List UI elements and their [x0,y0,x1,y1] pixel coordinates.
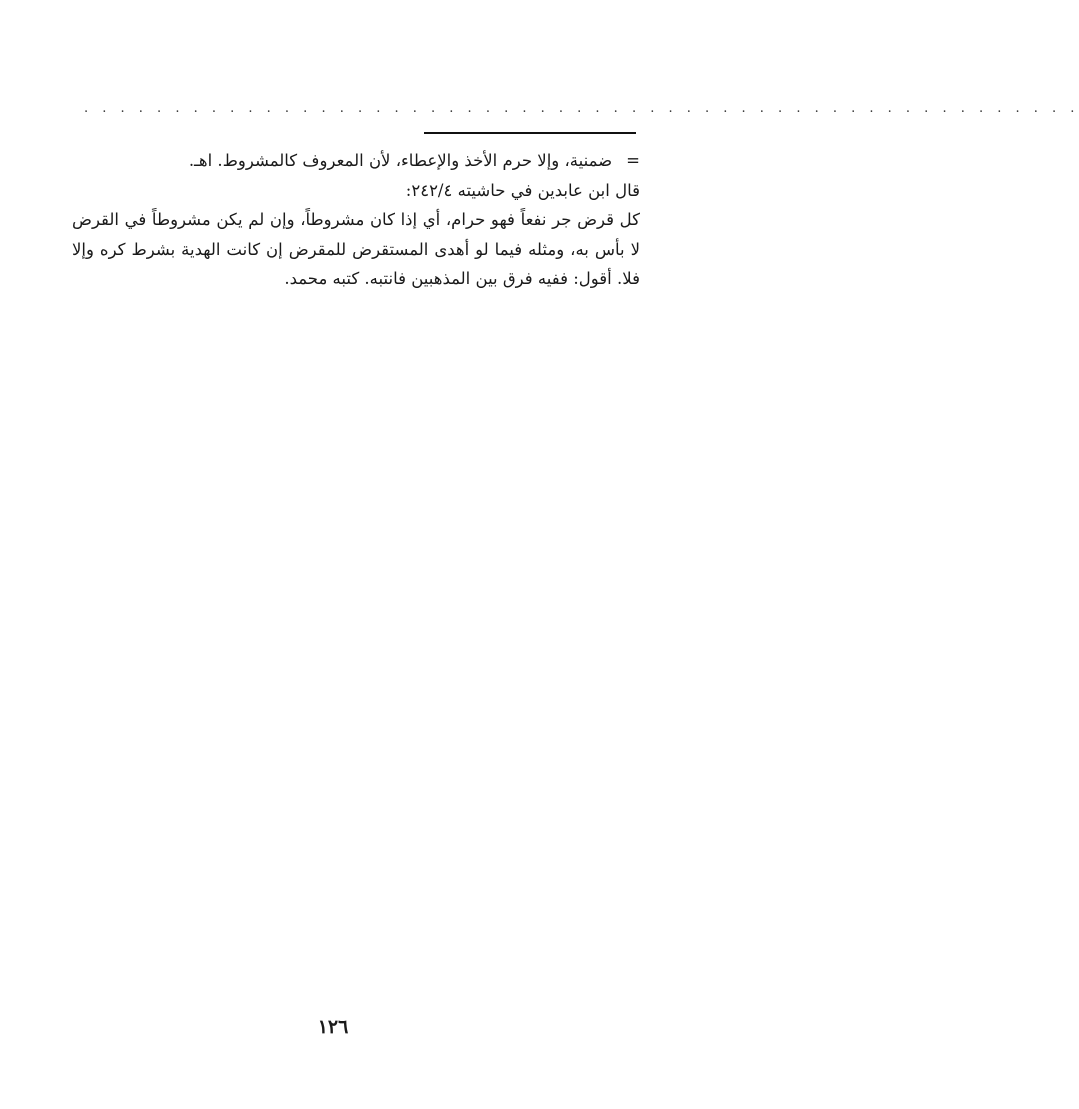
footnote-line-5: فلا. أقول: ففيه فرق بين المذهبين فانتبه. كتبه محمد. [284,269,640,288]
footnote-block [72,146,640,294]
footnote-rule [424,132,636,134]
footnote-line-1 [72,146,640,176]
dotted-separator: . . . . . . . . . . . . . . . . . . . . . . . . . . . . . . . . . . . . . . . . . . . . . . . . . . . . . . . [84,101,1079,116]
footnote-text: ضمنية، وإلا حرم الأخذ والإعطاء، لأن المعروف كالمشروط. اهـ. [188,151,613,170]
footnote-line-3: كل قرض جر نفعاً فهو حرام، أي إذا كان مشروطاً، وإن لم يكن مشروطاً في القرض [72,210,640,229]
footnote-line-2: قال ابن عابدين في حاشيته ٢٤٢/٤: [405,180,640,200]
page-number: ١٢٦ [317,1016,349,1038]
footnote-line-4: لا بأس به، ومثله فيما لو أهدى المستقرض للمقرض إن كانت الهدية بشرط كره وإلا [72,239,640,259]
continuation-mark: = [626,151,640,170]
